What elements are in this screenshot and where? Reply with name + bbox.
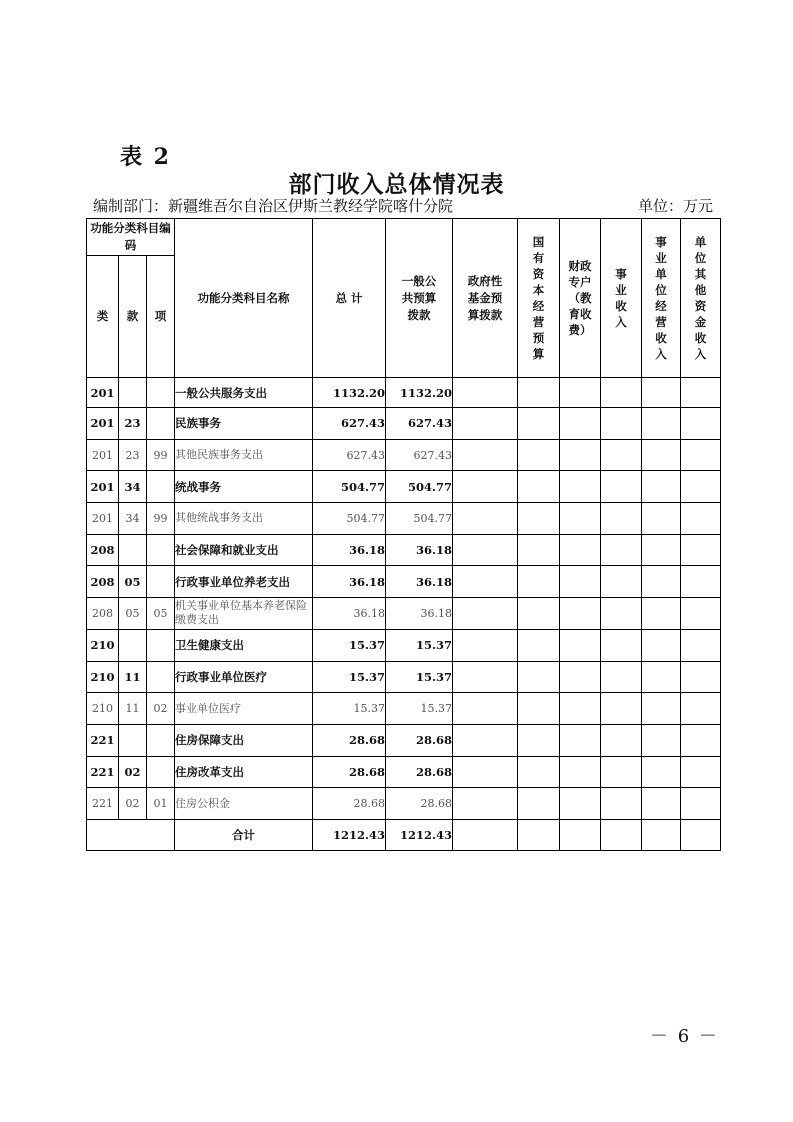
name-cell: 其他统战事务支出: [175, 503, 313, 535]
name-cell: 住房公积金: [175, 788, 313, 820]
kuan-cell: 34: [119, 503, 147, 535]
general-budget-cell: 15.37: [386, 693, 453, 725]
name-cell: 住房改革支出: [175, 756, 313, 788]
xiang-cell: [147, 661, 175, 693]
summary-gov-fund-cell: [453, 819, 518, 850]
other-income-cell: [681, 629, 721, 661]
business-income-cell: [601, 534, 642, 566]
affiliated-income-cell: [642, 693, 681, 725]
affiliated-income-cell: [642, 439, 681, 471]
kuan-cell: 11: [119, 693, 147, 725]
table-row: [87, 471, 721, 503]
lei-cell: 201: [87, 408, 119, 440]
table-body: [87, 378, 721, 851]
fiscal-special-header: 财政专户（教育收费）: [560, 219, 601, 378]
kuan-cell: [119, 534, 147, 566]
total-cell: 1132.20: [313, 378, 386, 408]
affiliated-income-cell: [642, 378, 681, 408]
other-income-cell: [681, 693, 721, 725]
gov-fund-cell: [453, 724, 518, 756]
kuan-cell: 02: [119, 756, 147, 788]
general-budget-cell: 36.18: [386, 566, 453, 598]
fiscal-special-cell: [560, 661, 601, 693]
xiang-cell: 99: [147, 439, 175, 471]
summary-name-cell: 合计: [175, 819, 313, 850]
general-budget-cell: 36.18: [386, 598, 453, 630]
total-cell: 504.77: [313, 503, 386, 535]
total-cell: 15.37: [313, 661, 386, 693]
general-budget-header: 一般公共预算拨款: [386, 219, 453, 378]
page-number: － 6 －: [650, 1026, 719, 1047]
lei-cell: 221: [87, 756, 119, 788]
other-income-cell: [681, 598, 721, 630]
state-capital-cell: [518, 566, 560, 598]
xiang-cell: [147, 471, 175, 503]
state-capital-cell: [518, 598, 560, 630]
total-cell: 15.37: [313, 629, 386, 661]
general-budget-cell: 1132.20: [386, 378, 453, 408]
total-cell: 28.68: [313, 724, 386, 756]
document-title: 部门收入总体情况表: [288, 171, 505, 198]
name-cell: 机关事业单位基本养老保险缴费支出: [175, 598, 313, 630]
table-row: [87, 408, 721, 440]
total-cell: 627.43: [313, 439, 386, 471]
other-income-cell: [681, 471, 721, 503]
table-row: [87, 534, 721, 566]
kuan-cell: 05: [119, 598, 147, 630]
state-capital-cell: [518, 661, 560, 693]
gov-fund-cell: [453, 566, 518, 598]
summary-affiliated-income-cell: [642, 819, 681, 850]
department-label: 编制部门：新疆维吾尔自治区伊斯兰教经学院喀什分院: [93, 197, 454, 215]
kuan-cell: 02: [119, 788, 147, 820]
gov-fund-cell: [453, 534, 518, 566]
other-income-cell: [681, 788, 721, 820]
other-income-cell: [681, 378, 721, 408]
other-income-cell: [681, 534, 721, 566]
kuan-cell: 11: [119, 661, 147, 693]
xiang-header: 项: [147, 256, 175, 378]
lei-cell: 221: [87, 788, 119, 820]
xiang-cell: [147, 629, 175, 661]
xiang-cell: 02: [147, 693, 175, 725]
fiscal-special-cell: [560, 439, 601, 471]
affiliated-income-cell: [642, 534, 681, 566]
summary-code-cell: [87, 819, 175, 850]
other-income-cell: [681, 408, 721, 440]
total-cell: 627.43: [313, 408, 386, 440]
meta-row: [93, 195, 713, 216]
name-cell: 其他民族事务支出: [175, 439, 313, 471]
table-row: [87, 566, 721, 598]
total-cell: 15.37: [313, 693, 386, 725]
fiscal-special-cell: [560, 724, 601, 756]
business-income-cell: [601, 724, 642, 756]
total-cell: 36.18: [313, 598, 386, 630]
name-header: 功能分类科目名称: [175, 219, 313, 378]
business-income-cell: [601, 471, 642, 503]
state-capital-cell: [518, 439, 560, 471]
affiliated-income-cell: [642, 408, 681, 440]
affiliated-income-cell: [642, 788, 681, 820]
unit-label: 单位：万元: [637, 197, 713, 215]
table-row: [87, 378, 721, 408]
affiliated-income-cell: [642, 598, 681, 630]
general-budget-cell: 627.43: [386, 408, 453, 440]
table-row: [87, 724, 721, 756]
other-income-cell: [681, 756, 721, 788]
name-cell: 住房保障支出: [175, 724, 313, 756]
table-row: [87, 661, 721, 693]
other-income-cell: [681, 661, 721, 693]
gov-fund-cell: [453, 439, 518, 471]
state-capital-cell: [518, 378, 560, 408]
name-cell: 行政事业单位医疗: [175, 661, 313, 693]
lei-cell: 210: [87, 661, 119, 693]
fiscal-special-cell: [560, 408, 601, 440]
other-income-cell: [681, 724, 721, 756]
gov-fund-cell: [453, 503, 518, 535]
state-capital-cell: [518, 693, 560, 725]
fiscal-special-cell: [560, 566, 601, 598]
gov-fund-cell: [453, 756, 518, 788]
table-row: [87, 439, 721, 471]
xiang-cell: [147, 756, 175, 788]
total-cell: 36.18: [313, 534, 386, 566]
state-capital-cell: [518, 471, 560, 503]
affiliated-income-cell: [642, 566, 681, 598]
general-budget-cell: 504.77: [386, 471, 453, 503]
gov-fund-cell: [453, 629, 518, 661]
general-budget-cell: 504.77: [386, 503, 453, 535]
xiang-cell: [147, 408, 175, 440]
code-group-header: 功能分类科目编码: [87, 219, 175, 256]
business-income-cell: [601, 566, 642, 598]
general-budget-cell: 15.37: [386, 661, 453, 693]
general-budget-cell: 15.37: [386, 629, 453, 661]
name-cell: 事业单位医疗: [175, 693, 313, 725]
kuan-cell: [119, 724, 147, 756]
state-capital-cell: [518, 503, 560, 535]
gov-fund-cell: [453, 378, 518, 408]
kuan-header: 款: [119, 256, 147, 378]
summary-business-income-cell: [601, 819, 642, 850]
general-budget-cell: 28.68: [386, 756, 453, 788]
state-capital-cell: [518, 724, 560, 756]
fiscal-special-cell: [560, 693, 601, 725]
lei-cell: 201: [87, 439, 119, 471]
summary-other-income-cell: [681, 819, 721, 850]
lei-cell: 208: [87, 566, 119, 598]
name-cell: 统战事务: [175, 471, 313, 503]
affiliated-income-cell: [642, 471, 681, 503]
kuan-cell: 05: [119, 566, 147, 598]
name-cell: 民族事务: [175, 408, 313, 440]
kuan-cell: 23: [119, 408, 147, 440]
lei-cell: 210: [87, 629, 119, 661]
state-capital-header: 国有资本经营预算: [518, 219, 560, 378]
lei-cell: 201: [87, 378, 119, 408]
lei-cell: 208: [87, 534, 119, 566]
other-income-cell: [681, 439, 721, 471]
affiliated-income-cell: [642, 503, 681, 535]
state-capital-cell: [518, 756, 560, 788]
other-income-header: 单位其他资金收入: [681, 219, 721, 378]
affiliated-income-header: 事业单位经营收入: [642, 219, 681, 378]
lei-cell: 201: [87, 471, 119, 503]
total-cell: 28.68: [313, 788, 386, 820]
lei-cell: 208: [87, 598, 119, 630]
general-budget-cell: 28.68: [386, 788, 453, 820]
lei-cell: 201: [87, 503, 119, 535]
table-row: [87, 756, 721, 788]
gov-fund-cell: [453, 408, 518, 440]
fiscal-special-cell: [560, 756, 601, 788]
business-income-cell: [601, 503, 642, 535]
general-budget-cell: 36.18: [386, 534, 453, 566]
total-cell: 504.77: [313, 471, 386, 503]
name-cell: 一般公共服务支出: [175, 378, 313, 408]
kuan-cell: [119, 378, 147, 408]
business-income-cell: [601, 378, 642, 408]
gov-fund-cell: [453, 788, 518, 820]
fiscal-special-cell: [560, 503, 601, 535]
summary-general-cell: 1212.43: [386, 819, 453, 850]
fiscal-special-cell: [560, 629, 601, 661]
xiang-cell: [147, 534, 175, 566]
gov-fund-cell: [453, 471, 518, 503]
fiscal-special-cell: [560, 378, 601, 408]
state-capital-cell: [518, 408, 560, 440]
business-income-cell: [601, 661, 642, 693]
gov-fund-cell: [453, 661, 518, 693]
state-capital-cell: [518, 629, 560, 661]
table-number-label: 表 2: [120, 144, 171, 170]
name-cell: 社会保障和就业支出: [175, 534, 313, 566]
business-income-header: 事业收入: [601, 219, 642, 378]
other-income-cell: [681, 503, 721, 535]
general-budget-cell: 627.43: [386, 439, 453, 471]
gov-fund-cell: [453, 693, 518, 725]
xiang-cell: 99: [147, 503, 175, 535]
table-row: [87, 693, 721, 725]
summary-fiscal-special-cell: [560, 819, 601, 850]
general-budget-cell: 28.68: [386, 724, 453, 756]
xiang-cell: [147, 724, 175, 756]
total-header: 总 计: [313, 219, 386, 378]
business-income-cell: [601, 788, 642, 820]
kuan-cell: 34: [119, 471, 147, 503]
affiliated-income-cell: [642, 629, 681, 661]
kuan-cell: 23: [119, 439, 147, 471]
business-income-cell: [601, 598, 642, 630]
kuan-cell: [119, 629, 147, 661]
fiscal-special-cell: [560, 534, 601, 566]
business-income-cell: [601, 629, 642, 661]
lei-cell: 221: [87, 724, 119, 756]
summary-state-capital-cell: [518, 819, 560, 850]
other-income-cell: [681, 566, 721, 598]
state-capital-cell: [518, 534, 560, 566]
lei-cell: 210: [87, 693, 119, 725]
xiang-cell: 05: [147, 598, 175, 630]
fiscal-special-cell: [560, 598, 601, 630]
affiliated-income-cell: [642, 724, 681, 756]
income-summary-table: [86, 218, 721, 851]
table-row: [87, 503, 721, 535]
name-cell: 卫生健康支出: [175, 629, 313, 661]
table-row: [87, 598, 721, 630]
affiliated-income-cell: [642, 756, 681, 788]
total-cell: 28.68: [313, 756, 386, 788]
table-row: [87, 788, 721, 820]
gov-fund-cell: [453, 598, 518, 630]
gov-fund-header: 政府性基金预算拨款: [453, 219, 518, 378]
lei-header: 类: [87, 256, 119, 378]
xiang-cell: 01: [147, 788, 175, 820]
affiliated-income-cell: [642, 661, 681, 693]
summary-total-cell: 1212.43: [313, 819, 386, 850]
total-cell: 36.18: [313, 566, 386, 598]
summary-row: [87, 819, 721, 850]
fiscal-special-cell: [560, 788, 601, 820]
business-income-cell: [601, 439, 642, 471]
name-cell: 行政事业单位养老支出: [175, 566, 313, 598]
xiang-cell: [147, 378, 175, 408]
fiscal-special-cell: [560, 471, 601, 503]
state-capital-cell: [518, 788, 560, 820]
business-income-cell: [601, 693, 642, 725]
xiang-cell: [147, 566, 175, 598]
table-row: [87, 629, 721, 661]
business-income-cell: [601, 408, 642, 440]
business-income-cell: [601, 756, 642, 788]
